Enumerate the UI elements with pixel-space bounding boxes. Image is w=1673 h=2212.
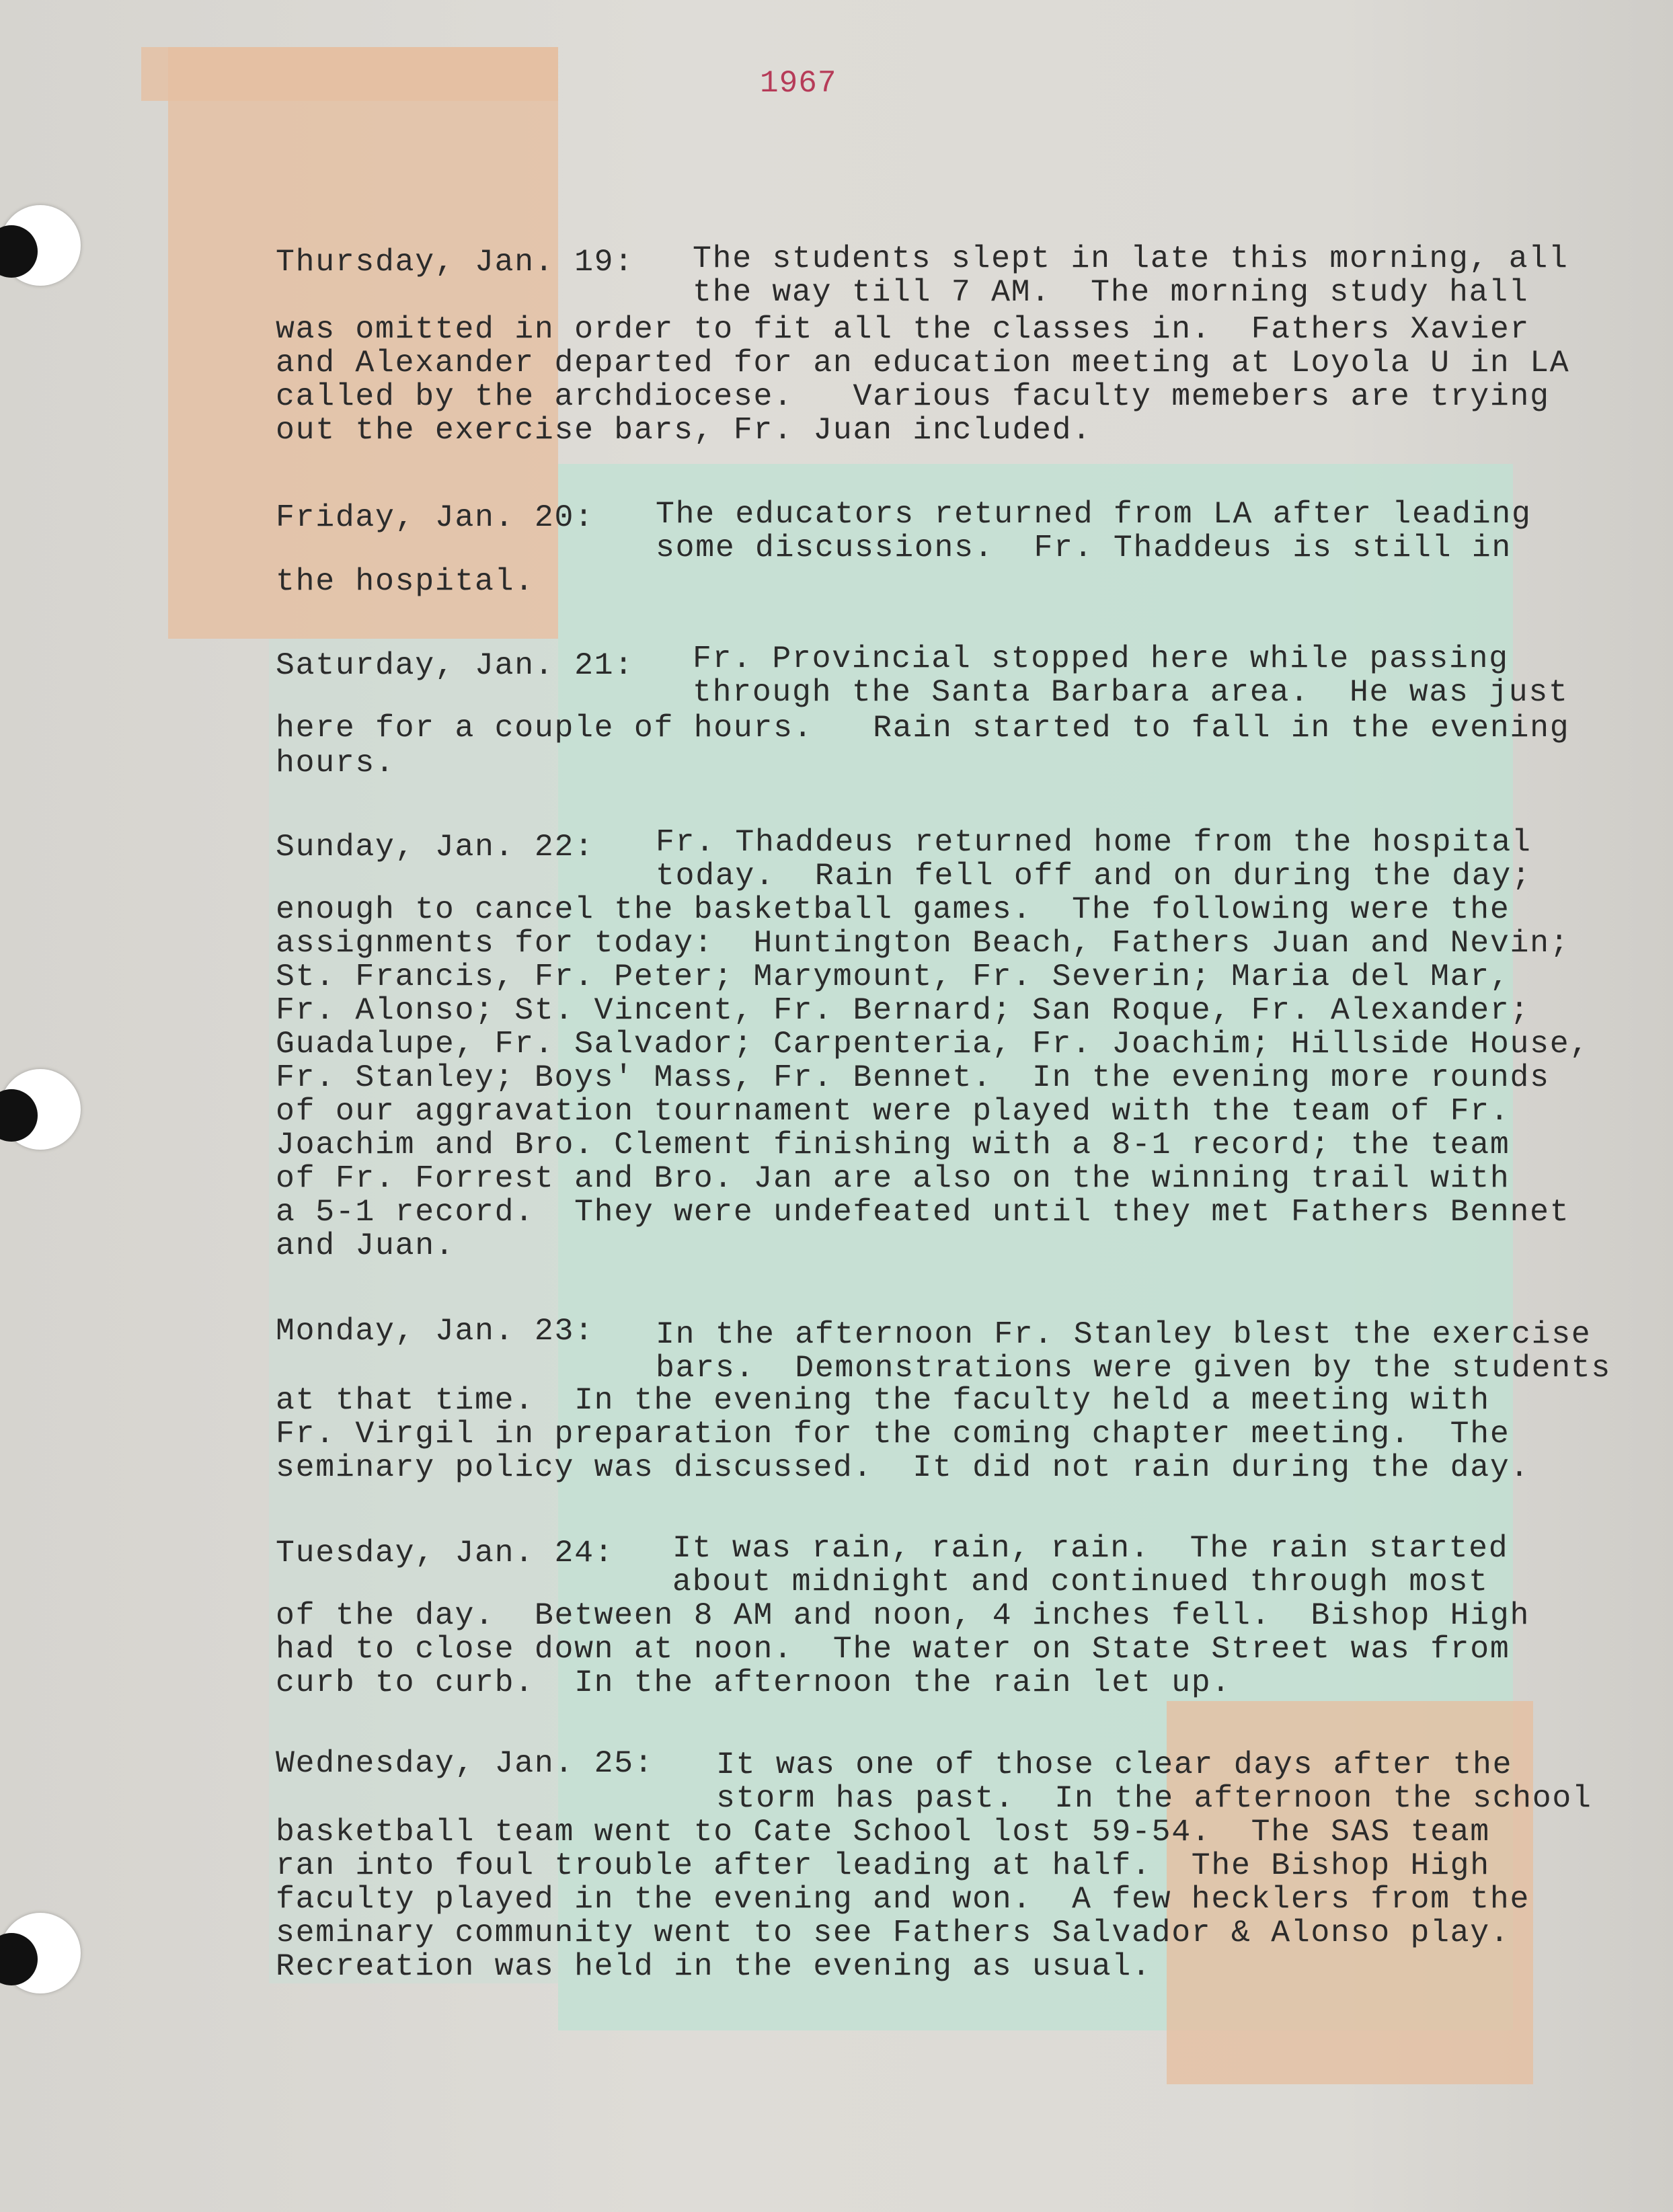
binder-hole-middle — [0, 1069, 81, 1150]
entry-line: about midnight and continued through most — [672, 1564, 1489, 1599]
entry-line: today. Rain fell off and on during the day; — [656, 858, 1532, 894]
entry-line: curb to curb. In the afternoon the rain let up. — [276, 1665, 1232, 1700]
entry-line: seminary community went to see Fathers Salvador & Alonso play. — [276, 1915, 1510, 1950]
entry-line: It was one of those clear days after the — [716, 1747, 1513, 1782]
entry-line: faculty played in the evening and won. A few hecklers from the — [276, 1881, 1530, 1917]
entry-line: St. Francis, Fr. Peter; Marymount, Fr. Severin; Maria del Mar, — [276, 959, 1510, 994]
entry-line: some discussions. Fr. Thaddeus is still in — [656, 530, 1512, 565]
entry-line: at that time. In the evening the faculty held a meeting with — [276, 1382, 1490, 1418]
entry-line: Joachim and Bro. Clement finishing with a 8-1 record; the team — [276, 1127, 1510, 1162]
entry-line: Fr. Virgil in preparation for the coming chapter meeting. The — [276, 1416, 1510, 1452]
entry-line: here for a couple of hours. Rain started to fall in the evening — [276, 710, 1570, 746]
entry-line: hours. — [276, 745, 395, 781]
entry-line: The students slept in late this morning, all — [693, 241, 1569, 276]
entry-date: Tuesday, Jan. 24: — [276, 1535, 615, 1571]
entry-date: Monday, Jan. 23: — [276, 1313, 594, 1349]
entry-line: of our aggravation tournament were played with the team of Fr. — [276, 1093, 1510, 1129]
entry-date: Thursday, Jan. 19: — [276, 244, 634, 280]
entry-line: It was rain, rain, rain. The rain started — [672, 1530, 1509, 1566]
entry-line: basketball team went to Cate School lost 59-54. The SAS team — [276, 1814, 1490, 1850]
entry-date: Saturday, Jan. 21: — [276, 647, 634, 683]
entry-line: and Juan. — [276, 1228, 455, 1263]
page-year: 1967 — [760, 66, 837, 101]
entry-line: assignments for today: Huntington Beach, Fathers Juan and Nevin; — [276, 925, 1570, 961]
entry-line: through the Santa Barbara area. He was just — [693, 674, 1569, 710]
entry-date: Wednesday, Jan. 25: — [276, 1745, 654, 1781]
entry-line: In the afternoon Fr. Stanley blest the exercise — [656, 1316, 1592, 1352]
entry-line: and Alexander departed for an education meeting at Loyola U in LA — [276, 345, 1570, 381]
entry-line: was omitted in order to fit all the classes in. Fathers Xavier — [276, 311, 1530, 347]
entry-line: Fr. Stanley; Boys' Mass, Fr. Bennet. In the evening more rounds — [276, 1060, 1550, 1095]
entry-line: Fr. Provincial stopped here while passing — [693, 641, 1509, 676]
entry-line: The educators returned from LA after leading — [656, 496, 1532, 532]
entry-line: bars. Demonstrations were given by the students — [656, 1350, 1612, 1386]
entry-line: of Fr. Forrest and Bro. Jan are also on the winning trail with — [276, 1160, 1510, 1196]
entry-line: a 5-1 record. They were undefeated until they met Fathers Bennet — [276, 1194, 1570, 1230]
entry-line: seminary policy was discussed. It did not rain during the day. — [276, 1450, 1530, 1485]
entry-line: the hospital. — [276, 563, 535, 599]
entry-line: Guadalupe, Fr. Salvador; Carpenteria, Fr. Joachim; Hillside House, — [276, 1026, 1590, 1062]
entry-line: storm has past. In the afternoon the school — [716, 1780, 1592, 1816]
entry-line: Fr. Thaddeus returned home from the hospital — [656, 824, 1532, 860]
entry-line: called by the archdiocese. Various faculty memebers are trying — [276, 379, 1550, 414]
entry-line: Recreation was held in the evening as usual. — [276, 1948, 1152, 1984]
binder-hole-bottom — [0, 1913, 81, 1993]
entry-line: Fr. Alonso; St. Vincent, Fr. Bernard; San Roque, Fr. Alexander; — [276, 992, 1530, 1028]
entry-line: the way till 7 AM. The morning study hall — [693, 274, 1529, 310]
entry-line: out the exercise bars, Fr. Juan included. — [276, 412, 1092, 448]
entry-date: Sunday, Jan. 22: — [276, 829, 594, 865]
entry-date: Friday, Jan. 20: — [276, 500, 594, 535]
entry-line: of the day. Between 8 AM and noon, 4 inches fell. Bishop High — [276, 1597, 1530, 1633]
binder-hole-top — [0, 205, 81, 286]
entry-line: had to close down at noon. The water on State Street was from — [276, 1631, 1510, 1667]
entry-line: enough to cancel the basketball games. The following were the — [276, 892, 1510, 927]
entry-line: ran into foul trouble after leading at half. The Bishop High — [276, 1848, 1490, 1883]
